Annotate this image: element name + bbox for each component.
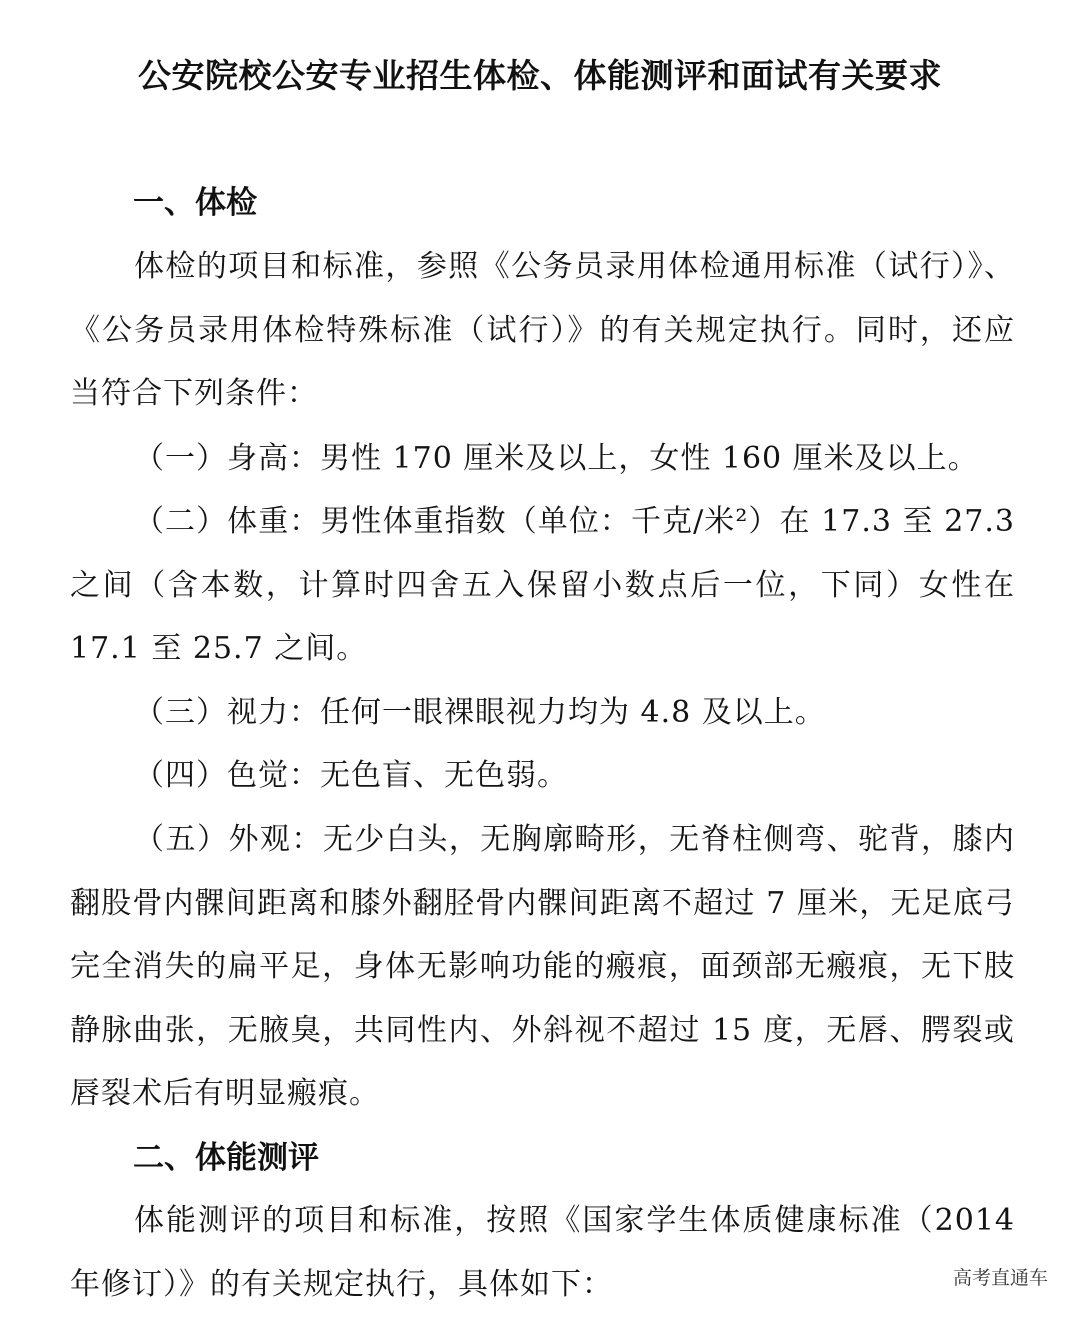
paragraph-fitness-intro: 体能测评的项目和标准，按照《国家学生体质健康标准（2014 年修订）》的有关规定执行，具体如下： (70, 1203, 1015, 1302)
section-heading-fitness-test: 二、体能测评 (133, 1140, 319, 1176)
paragraph-appearance: （五）外观：无少白头，无胸廓畸形，无脊柱侧弯、驼背，膝内翻股骨内髁间距离和膝外翻胫骨内髁间距离不超过 7 厘米，无足底弓完全消失的扁平足，身体无影响功能的瘢痕，面颈部无瘢痕，无下肢静脉曲张，无腋臭，共同性内、外斜视不超过 15 度，无唇、腭裂或唇裂术后有明显瘢痕。 (70, 822, 1015, 1111)
section-heading-physical-exam: 一、体检 (133, 185, 257, 221)
watermark-label: 高考直通车 (949, 1264, 1052, 1292)
paragraph-weight: （二）体重：男性体重指数（单位：千克/米²）在 17.3 至 27.3 之间（含本数，计算时四舍五入保留小数点后一位，下同）女性在 17.1 至 25.7 之间。 (70, 504, 1015, 666)
paragraph-height: （一）身高：男性 170 厘米及以上，女性 160 厘米及以上。 (134, 441, 979, 476)
paragraph-exam-intro: 体检的项目和标准，参照《公务员录用体检通用标准（试行）》、《公务员录用体检特殊标准（试行）》的有关规定执行。同时，还应当符合下列条件： (70, 249, 1015, 411)
paragraph-vision: （三）视力：任何一眼裸眼视力均为 4.8 及以上。 (134, 695, 826, 730)
document-title: 公安院校公安专业招生体检、体能测评和面试有关要求 (138, 56, 942, 95)
paragraph-color-vision: （四）色觉：无色盲、无色弱。 (134, 758, 568, 793)
